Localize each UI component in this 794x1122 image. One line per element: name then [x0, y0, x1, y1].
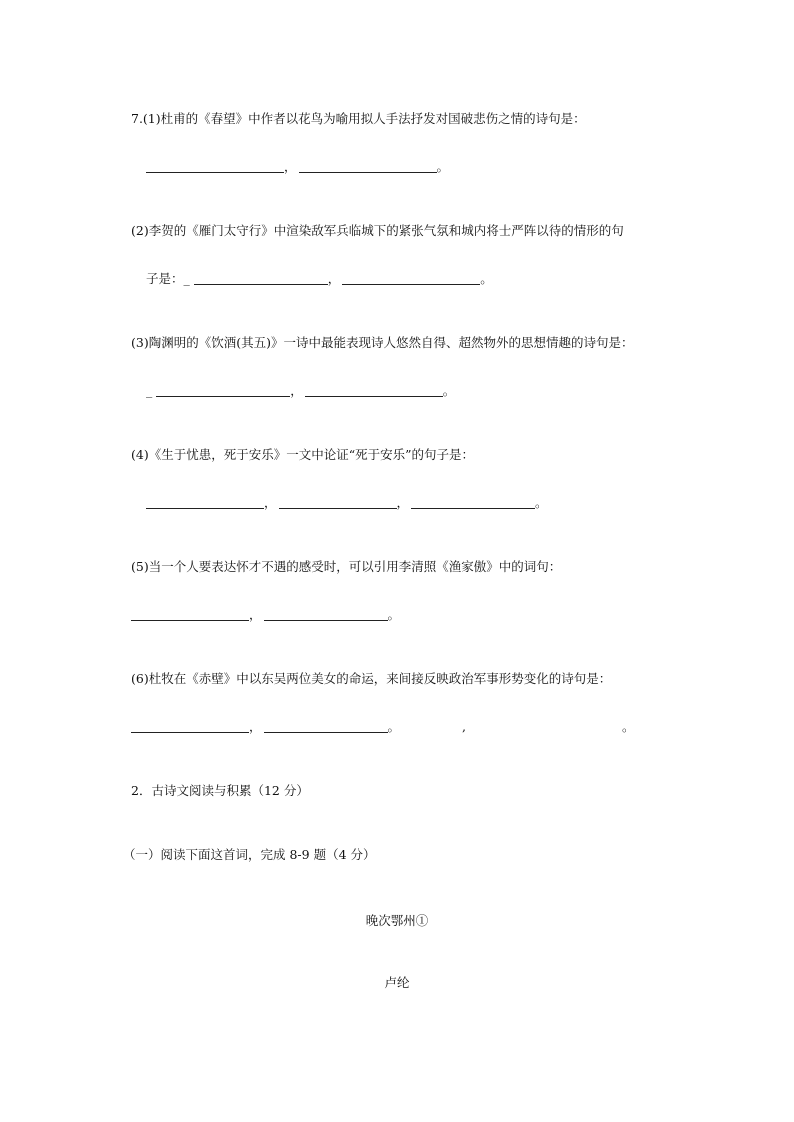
answer-blank[interactable] — [146, 160, 284, 173]
answer-blank[interactable] — [411, 496, 535, 509]
answer-line-2: 子是：_ ， 。 — [146, 271, 493, 286]
answer-blank[interactable] — [194, 272, 328, 285]
question-6-prompt: (6)杜牧在《赤壁》中以东吴两位美女的命运，来间接反映政治军事形势变化的诗句是： — [131, 671, 612, 686]
answer-blank[interactable] — [156, 384, 290, 397]
question-3-prompt: (3)陶渊明的《饮酒(其五)》一诗中最能表现诗人悠然自得、超然物外的思想情趣的诗句是： — [131, 335, 634, 350]
poem-title: 晚次鄂州① — [365, 913, 429, 928]
answer-blank[interactable] — [264, 720, 388, 733]
answer-blank[interactable] — [146, 496, 264, 509]
answer-line-6: ， 。 , 。 — [131, 718, 635, 736]
question-5-prompt: (5)当一个人要表达怀才不遇的感受时，可以引用李清照《渔家傲》中的词句： — [131, 559, 562, 574]
answer-blank[interactable] — [342, 272, 480, 285]
answer-line-4: ， ， 。 — [146, 494, 548, 512]
answer-blank[interactable] — [279, 496, 397, 509]
answer-blank[interactable] — [131, 720, 249, 733]
question-2-prompt-cont: 子是： — [146, 271, 184, 286]
answer-blank[interactable] — [131, 608, 249, 621]
question-4-prompt: (4)《生于忧患，死于安乐》一文中论证“死于安乐”的句子是： — [131, 447, 474, 462]
answer-blank[interactable] — [264, 608, 388, 621]
section-2-heading: 2．古诗文阅读与积累（12 分） — [131, 783, 309, 798]
answer-line-3: _ ， 。 — [146, 383, 456, 398]
question-1-prompt: 7.(1)杜甫的《春望》中作者以花鸟为喻用拟人手法抒发对国破悲伤之情的诗句是： — [131, 111, 586, 126]
poem-author: 卢纶 — [384, 975, 410, 990]
answer-blank[interactable] — [299, 160, 437, 173]
section-2-subheading: （一）阅读下面这首词，完成 8-9 题（4 分） — [123, 847, 376, 862]
answer-blank[interactable] — [305, 384, 443, 397]
answer-line-1: ， 。 — [146, 158, 449, 176]
question-2-prompt: (2)李贺的《雁门太守行》中渲染敌军兵临城下的紧张气氛和城内将士严阵以待的情形的句 — [131, 223, 624, 238]
answer-line-5: ， 。 — [131, 606, 400, 624]
